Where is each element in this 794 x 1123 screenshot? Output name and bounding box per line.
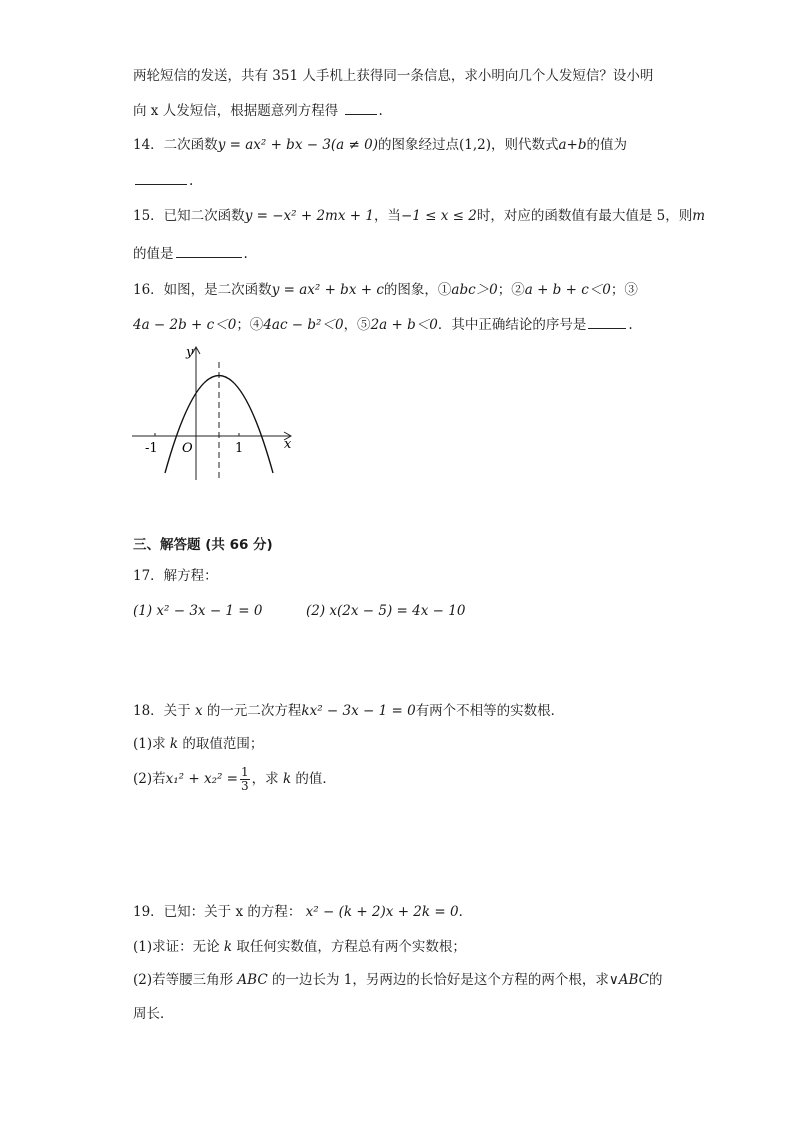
q16-line2: 4a − 2b + c＜0；④4ac − b²＜0，⑤2a + b＜0．其中正确结论的序号是 .: [133, 314, 633, 335]
parabola-graph: [128, 342, 298, 484]
q15-line2: 的值是 .: [133, 243, 248, 264]
answer-blank: [135, 170, 187, 185]
q18-part2: (2)若x₁² + x₂² = $\frac{1}{3}$ ，求 k 的值．: [133, 765, 336, 793]
tick-label-neg1: -1: [145, 441, 158, 456]
section-title: 三、解答题 (共 66 分): [133, 537, 273, 553]
q13-line2: 向 x 人发短信，根据题意列方程得 .: [133, 100, 383, 121]
q19-part2-line2: 周长．: [133, 1006, 174, 1022]
q17-part2: (2) x(2x − 5) = 4x − 10: [306, 603, 466, 619]
q14-line2: .: [133, 170, 193, 191]
y-label: y: [186, 345, 194, 360]
q17-part1: (1) x² − 3x − 1 = 0: [133, 603, 263, 619]
q19-part1: (1)求证：无论 k 取任何实数值，方程总有两个实数根；: [133, 939, 466, 955]
q19-part2: (2)若等腰三角形 ABC 的一边长为 1，另两边的长恰好是这个方程的两个根，求∨ABC的: [133, 972, 663, 988]
answer-blank: [588, 314, 626, 329]
q18-part1: (1)求 k 的取值范围；: [133, 736, 264, 752]
q13-line1: 两轮短信的发送，共有 351 人手机上获得同一条信息，求小明向几个人发短信？设小明: [133, 68, 654, 84]
q19-title: 19．已知：关于 x 的方程： x² − (k + 2)x + 2k = 0．: [133, 904, 473, 920]
q18-title: 18．关于 x 的一元二次方程kx² − 3x − 1 = 0有两个不相等的实数根．: [133, 703, 565, 719]
answer-blank: [345, 100, 377, 115]
origin-label: O: [182, 441, 193, 456]
q14-line1: 14．二次函数y = ax² + bx − 3(a ≠ 0)的图象经过点(1,2)，则代数式a+b的值为: [133, 137, 628, 153]
q15-line1: 15．已知二次函数y = −x² + 2mx + 1，当−1 ≤ x ≤ 2时，对应的函数值有最大值是 5，则m: [133, 208, 706, 224]
fraction: $\frac{1}{3}$: [241, 765, 249, 793]
answer-blank: [176, 243, 242, 258]
tick-label-1: 1: [235, 441, 244, 456]
x-label: x: [284, 437, 292, 452]
q16-line1: 16．如图，是二次函数y = ax² + bx + c的图象，①abc＞0；②a + b + c＜0；③: [133, 282, 638, 298]
q17-title: 17．解方程：: [133, 568, 218, 584]
